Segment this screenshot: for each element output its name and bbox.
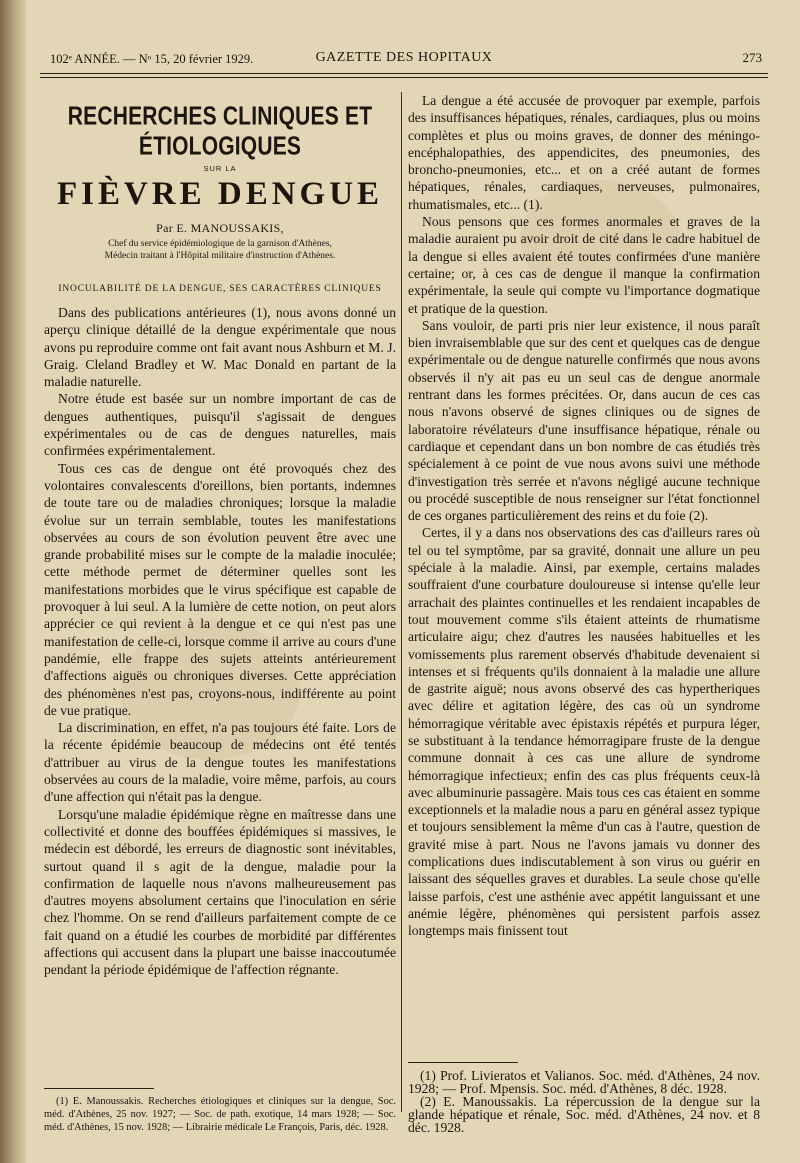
footnote-rule	[44, 1088, 154, 1089]
footnote-rule	[408, 1062, 518, 1063]
two-column-layout	[40, 92, 768, 1134]
header-rule	[40, 73, 768, 78]
paragraph: La discrimination, en effet, n'a pas toujours été faite. Lors de la récente épidémie beaucoup de médecins ont été tentés d'attribuer au virus de la dengue toutes les manifestations observées au cours de la maladie, voire même, parfois, au cours d'une affection qui n'était pas la dengue.	[44, 720, 396, 805]
author-byline: Par E. MANOUSSAKIS,	[156, 221, 284, 235]
article-title: RECHERCHES CLINIQUES ET ÉTIOLOGIQUES	[67, 102, 373, 161]
affiliation-line: Chef du service épidémiologique de la garnison d'Athènes,	[108, 239, 332, 249]
issue-info: 102ᵉ ANNÉE. — Nᵒ 15, 20 février 1929.	[50, 52, 254, 66]
right-column	[408, 92, 760, 1134]
footnote: (1) Prof. Livieratos et Valianos. Soc. méd. d'Athènes, 24 nov. 1928; — Prof. Mpensis. Soc. méd. d'Athènes, 8 déc. 1928.	[408, 1068, 760, 1096]
paragraph: Dans des publications antérieures (1), nous avons donné un aperçu clinique détaillé de la dengue expérimentale que nous avons pu reproduire comme ont fait avant nous Ashburn et M. J. Graig. Cleland Bradley et W. Mac Donald en partant de la maladie naturelle.	[44, 305, 396, 390]
footnote: (1) E. Manoussakis. Recherches étiologiques et cliniques sur la dengue, Soc. méd. d'Athènes, 25 nov. 1927; — Soc. de path. exotique, 14 mars 1928; — Soc. méd. d'Athènes, 15 nov. 1928; — Librairie médicale Le François, Paris, déc. 1928.	[44, 1096, 396, 1133]
page-number: 273	[742, 50, 762, 65]
paragraph: Notre étude est basée sur un nombre important de cas de dengues authentiques, puisqu'il s'agissait de dengues expérimentales ou de cas de dengues naturelles, mais confirmées expérimentalement.	[44, 391, 396, 459]
paragraph: La dengue a été accusée de provoquer par exemple, parfois des insuffisances hépatiques, rénales, cardiaques, plus ou moins complètes et plus ou moins graves, de donner des méningo-encéphalopathies, des appendicites, des pneumonies, des broncho-pneumonies, etc... et on a créé autant de formes hépatiques, rénales, cardiaques, nerveuses, pulmonaires, rhumatismales, etc... (1).	[408, 93, 760, 212]
column-divider	[401, 92, 402, 1112]
affiliation-line: Médecin traitant à l'Hôpital militaire d'instruction d'Athènes.	[104, 251, 336, 261]
article-main-title: FIÈVRE DENGUE	[56, 176, 384, 212]
paragraph: Lorsqu'une maladie épidémique règne en maîtresse dans une collectivité et donne des bouffées épidémiques si massives, le médecin est débordé, les erreurs de diagnostic sont inévitables, surtout quand il s agit de la dengue, maladie pour la confirmation de laquelle nous n'avons malheureusement pas d'autres moyens absolument certains que l'inoculation en série chez l'homme. On se rend d'ailleurs parfaitement compte de ce fait quand on a étudié les courbes de morbidité par différentes affections qui accusent dans la plupart une baisse inaccoutumée pendant la période épidémique de l'affection régnante.	[44, 806, 396, 978]
paragraph: Tous ces cas de dengue ont été provoqués chez des volontaires convalescents d'oreillons, bien portants, indemnes de toute tare ou de maladies chroniques; lorsque la maladie évolue sur un terrain semblable, toutes les manifestations observées au cours de son évolution peuvent être avec une grande probabilité mises sur le compte de la maladie inoculée; cette méthode permet de déterminer quelles sont les manifestations morbides que le virus spécifique est capable de provoquer à lui seul. A la lumière de cette notion, on peut alors apprécier ce qui revient à la dengue et ce qui n'est pas une manifestation de celle-ci, lorsque comme il arrive au cours d'une pandémie, elle frappe des sujets atteints antérieurement d'affections aiguës ou chroniques diverses. Cette appréciation des phénomènes n'est pas, croyons-nous, indifférente au point de vue pratique.	[44, 460, 396, 718]
left-footnotes	[44, 1070, 396, 1134]
right-footnotes	[408, 1044, 760, 1134]
author-affiliation	[44, 238, 396, 262]
article-subtitle-connector: SUR LA	[203, 164, 237, 173]
footnote: (2) E. Manoussakis. La répercussion de la dengue sur la glande hépatique et rénale, Soc. méd. d'Athènes, 24 nov. et 8 déc. 1928.	[408, 1094, 760, 1134]
left-column	[44, 92, 396, 1134]
journal-name: GAZETTE DES HOPITAUX	[315, 50, 493, 65]
running-head	[40, 44, 768, 68]
page-binding-edge	[0, 0, 26, 1163]
paragraph: Nous pensons que ces formes anormales et graves de la maladie auraient pu avoir droit de cité dans le cadre habituel de la dengue si elles avaient été toutes confirmées d'une manière certaine; or, à ces cas de dengue il manque la confirmation expérimentale, la seule qui compte vu l'importance dogmatique et pratique de la question.	[408, 214, 760, 316]
paragraph: Certes, il y a dans nos observations des cas d'ailleurs rares où tel ou tel symptôme, par sa gravité, donnait une allure un peu spéciale à la maladie. Ainsi, par exemple, certains malades souffraient d'une courbature douloureuse si intense qu'elle leur arrachait des plaintes continuelles et les rendaient incapables de tout mouvement comme s'ils étaient atteints de rhumatisme articulaire aigu; chez d'autres les nausées habituelles et les vomissements plus rarement observés d'habitude devenaient si intenses et si fréquents qu'ils donnaient à la maladie une allure de gastrite aiguë; nous avons observé des cas hypertheriques avec délire et agitation légère, des cas où un syndrome hémorragique véritable avec épistaxis répétés et purpura léger, se substituant à la tendance hémorragipare fruste de la dengue commune donnait à ces cas une allure de syndrome hémorragique infectieux; enfin des cas plus fréquents ceux-là avec albuminurie passagère. Mais tous ces cas étaient en somme exceptionnels et la maladie nous a paru en général assez typique et toujours sensiblement la même d'un cas à l'autre, question de gravité mise à part. Nous ne l'avons jamais vu donner des complications dues indiscutablement à son virus ou guérir en laissant des séquelles graves et durables. La seule chose qu'elle laisse parfois, c'est une asthénie avec appétit languissant et une anémie légère, phénomènes qui persistent parfois assez longtemps mais finissent tout	[408, 525, 760, 939]
section-heading: INOCULABILITÉ DE LA DENGUE, SES CARACTÈRES CLINIQUES	[58, 284, 382, 294]
paragraph: Sans vouloir, de parti pris nier leur existence, il nous paraît bien invraisemblable que sur des cent et quelques cas de dengue expérimentale ou de dengue naturelle confirmés que nous avons observés il n'y ait pas eu un seul cas de dengue anormale rentrant dans les formes précitées. Or, dans aucun de ces cas nous n'avons observé de signes cliniques ou de signes de laboratoire révélateurs d'une insuffisance hépatique, rénale ou cardiaque et cependant dans un bon nombre de cas étudiés très spécialement à ce point de vue nous avons suivi une méthode d'investigation très serrée et n'avons négligé aucune technique ou procédé susceptible de nous renseigner sur l'état fonctionnel de ces organes particulièrement des reins et du foie (2).	[408, 317, 760, 524]
journal-page	[40, 44, 768, 1134]
